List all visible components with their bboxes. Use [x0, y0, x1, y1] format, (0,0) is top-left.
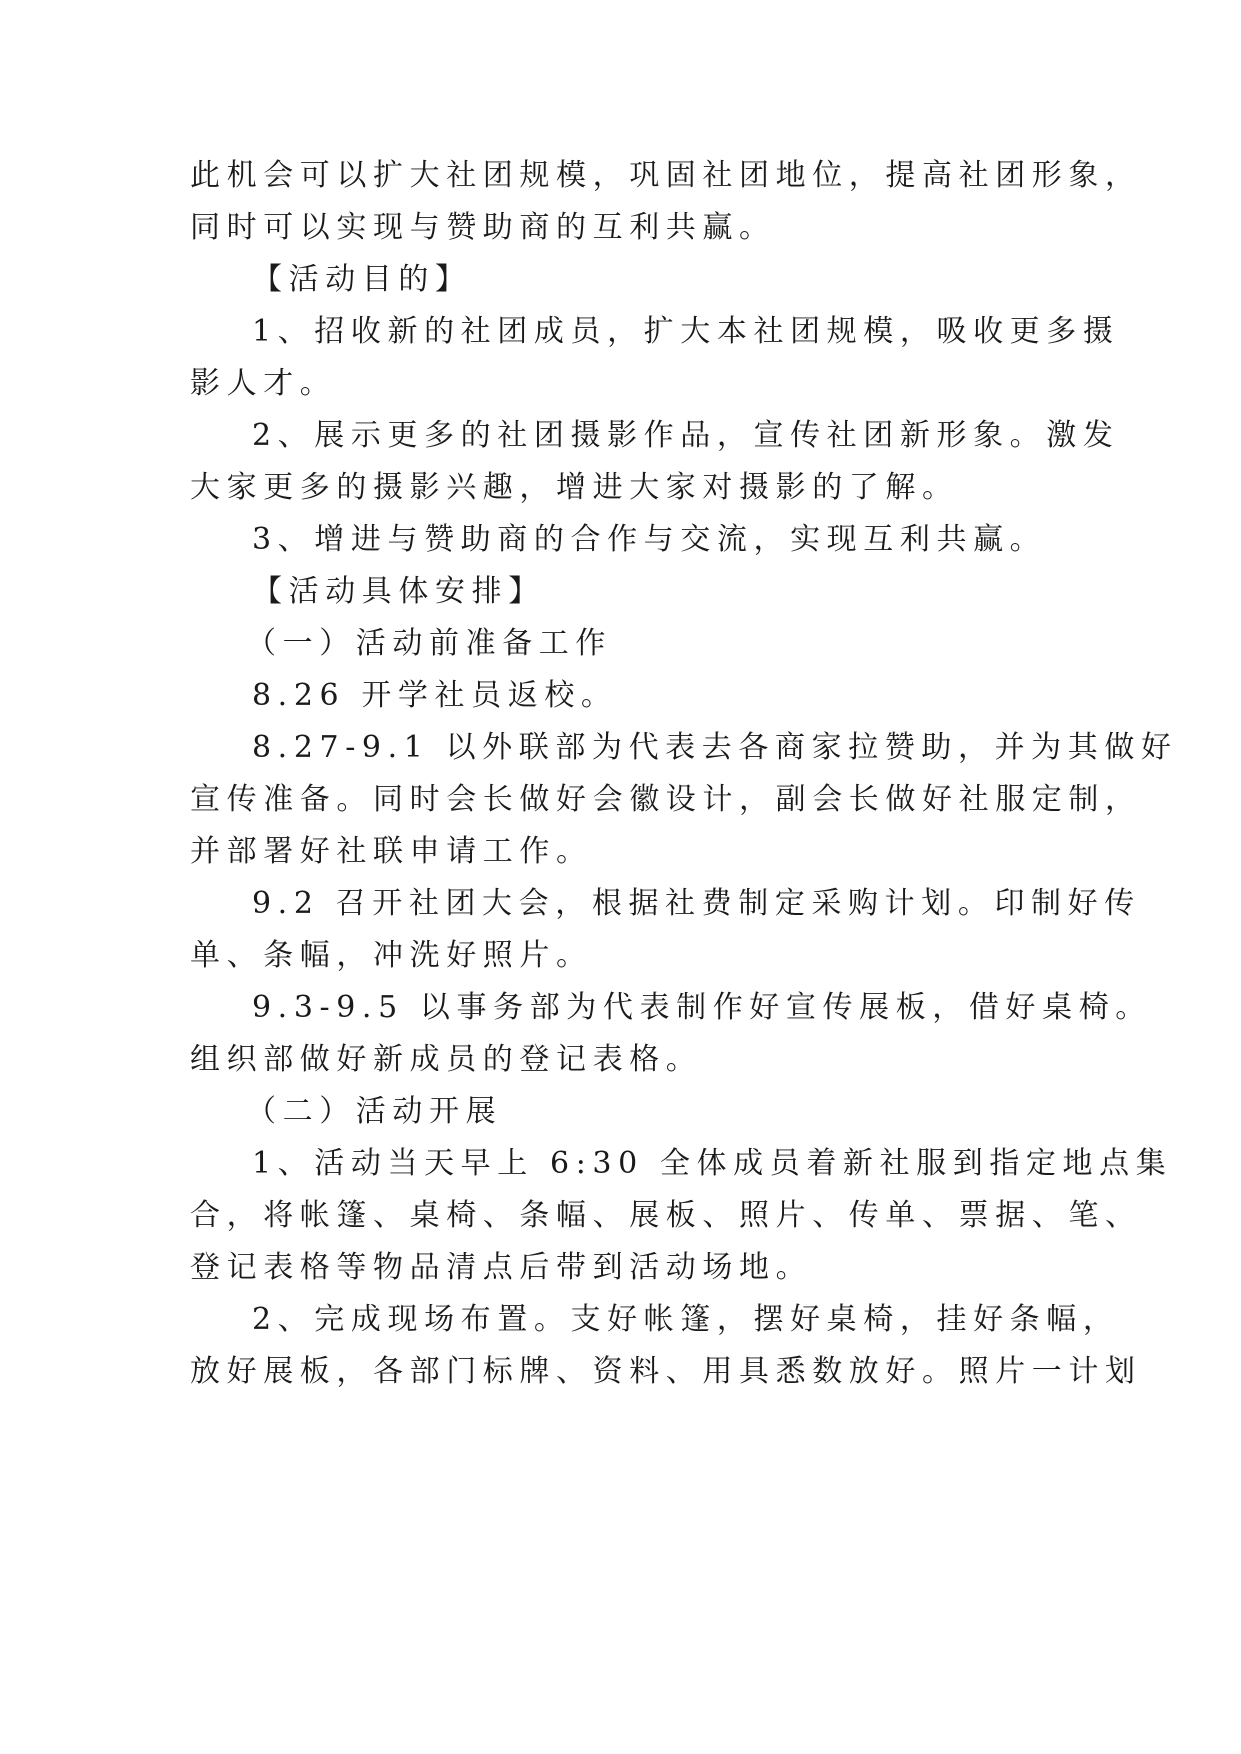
body-line-1: 此机会可以扩大社团规模，巩固社团地位，提高社团形象， [190, 158, 1142, 193]
schedule-9-3: 9.3-9.5 以事务部为代表制作好宣传展板，借好桌椅。 [252, 990, 1152, 1025]
execution-item-1-cont-2: 登记表格等物品清点后带到活动场地。 [190, 1250, 813, 1285]
execution-item-1: 1、活动当天早上 6:30 全体成员着新社服到指定地点集 [252, 1146, 1173, 1181]
schedule-8-27: 8.27-9.1 以外联部为代表去各商家拉赞助，并为其做好 [252, 730, 1178, 765]
purpose-item-2-cont: 大家更多的摄影兴趣，增进大家对摄影的了解。 [190, 470, 959, 505]
schedule-8-26: 8.26 开学社员返校。 [252, 678, 618, 713]
body-line-2: 同时可以实现与赞助商的互利共赢。 [190, 210, 776, 245]
section-heading-activity-arrangement: 【活动具体安排】 [252, 574, 545, 609]
purpose-item-1-cont: 影人才。 [190, 366, 337, 401]
schedule-9-2: 9.2 召开社团大会，根据社费制定采购计划。印制好传 [252, 886, 1141, 921]
execution-item-1-cont-1: 合，将帐篷、桌椅、条幅、展板、照片、传单、票据、笔、 [190, 1198, 1142, 1233]
schedule-9-2-cont: 单、条幅，冲洗好照片。 [190, 938, 593, 973]
schedule-8-27-cont-1: 宣传准备。同时会长做好会徽设计，副会长做好社服定制， [190, 782, 1142, 817]
schedule-8-27-cont-2: 并部署好社联申请工作。 [190, 834, 593, 869]
schedule-9-3-cont: 组织部做好新成员的登记表格。 [190, 1042, 703, 1077]
section-heading-activity-purpose: 【活动目的】 [252, 262, 472, 297]
execution-item-2: 2、完成现场布置。支好帐篷，摆好桌椅，挂好条幅， [252, 1302, 1120, 1337]
subheading-preparation: （一）活动前准备工作 [246, 626, 612, 661]
purpose-item-3: 3、增进与赞助商的合作与交流，实现互利共赢。 [252, 522, 1047, 557]
purpose-item-2: 2、展示更多的社团摄影作品，宣传社团新形象。激发 [252, 418, 1120, 453]
execution-item-2-cont: 放好展板，各部门标牌、资料、用具悉数放好。照片一计划 [190, 1354, 1142, 1389]
purpose-item-1: 1、招收新的社团成员，扩大本社团规模，吸收更多摄 [252, 314, 1120, 349]
subheading-activity-execution: （二）活动开展 [246, 1094, 503, 1129]
